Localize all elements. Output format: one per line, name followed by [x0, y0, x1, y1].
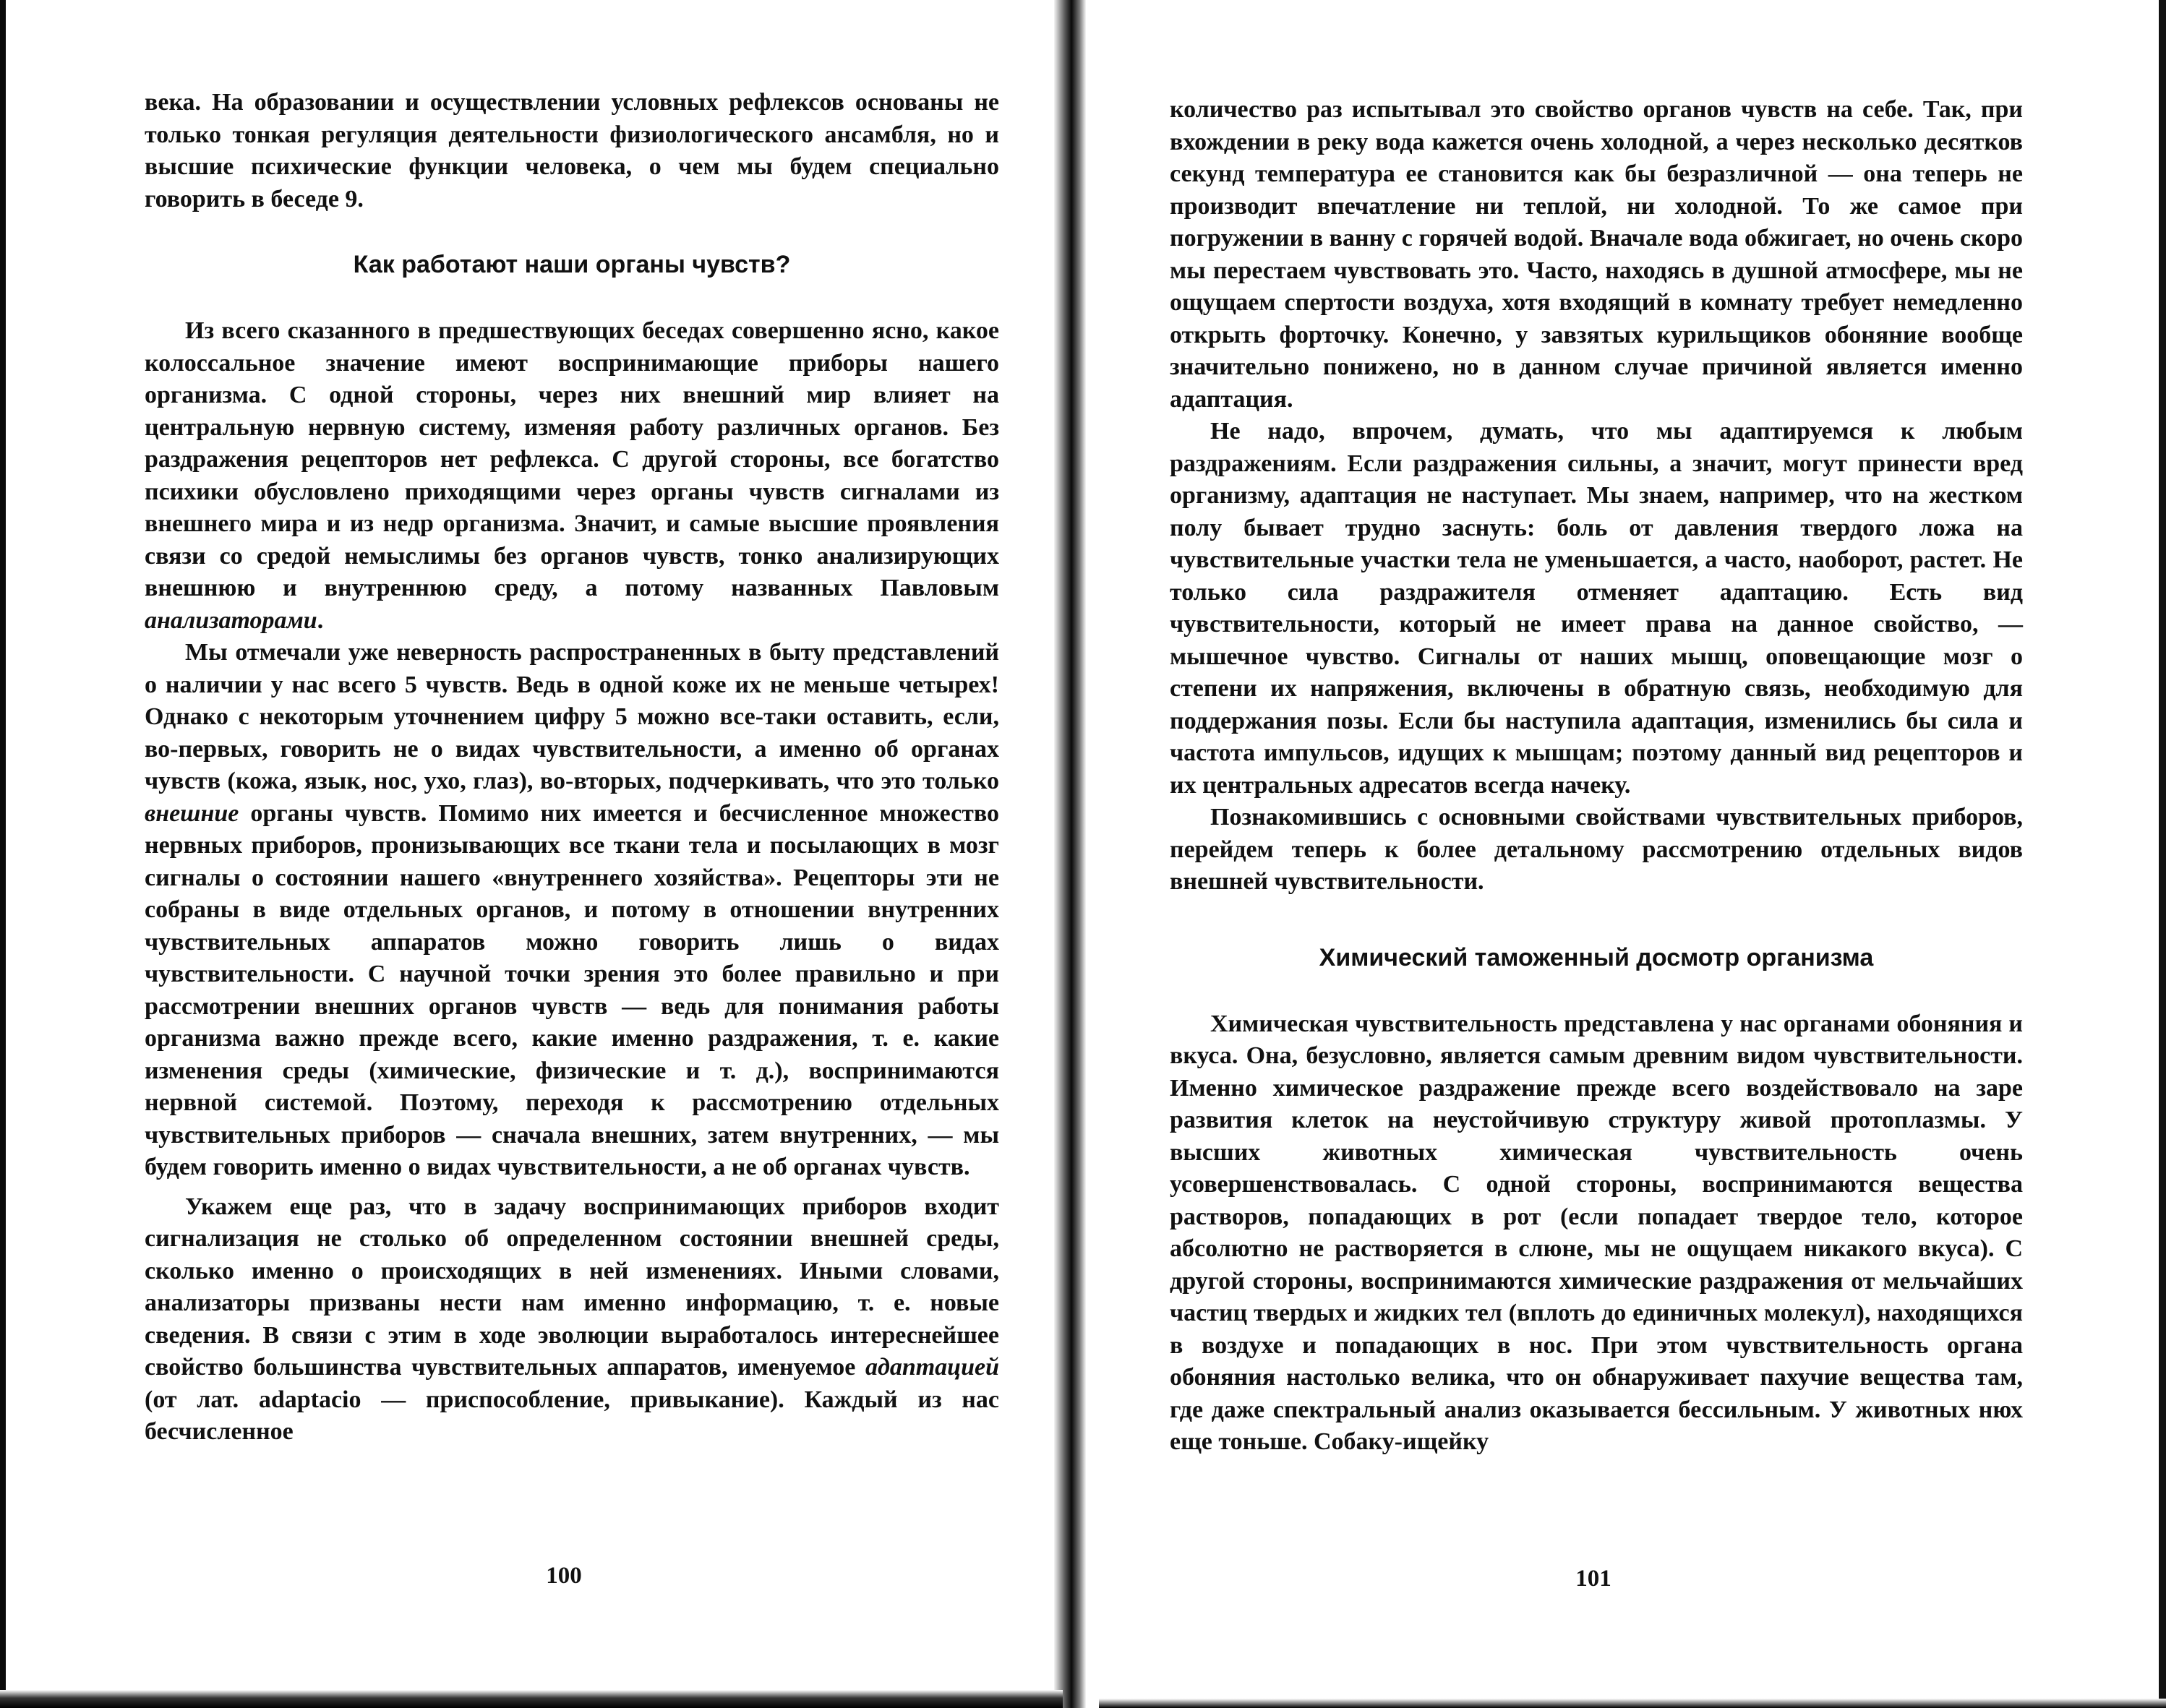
left-paragraph-1-italic: анализаторами: [145, 606, 317, 634]
left-paragraph-3-a: Укажем еще раз, что в задачу воспринимающих приборов входит сигнализация не столько об определенном состоянии внешней среды, сколько именно о происходящих в ней изменениях. Иными словами, анализаторы призваны нести нам именно информацию, т. е. новые сведения. В связи с этим в ходе эволюции выработалось интереснейшее свойство большинства чувствительных аппаратов, именуемое: [145, 1193, 999, 1381]
right-text-column: [1170, 94, 2023, 1459]
book-gutter: [1054, 0, 1086, 1708]
left-paragraph-2: [145, 637, 999, 1184]
right-paragraph-1: количество раз испытывал это свойство органов чувств на себе. Так, при вхождении в реку вода кажется очень холодной, а через несколько десятков секунд температура ее становится как бы безразличной — она теперь не производит впечатление ни теплой, ни холодной. То же самое при погружении в ванну с горячей водой. Вначале вода обжигает, но очень скоро мы перестаем чувствовать это. Часто, находясь в душной атмосфере, мы не ощущаем спертости воздуха, хотя входящий в комнату требует немедленно открыть форточку. Конечно, у завзятых курильщиков обоняние вообще значительно понижено, но в данном случае причиной является именно адаптация.: [1170, 96, 2023, 413]
left-paragraph-1-end: .: [317, 606, 324, 634]
scan-edge-left: [0, 0, 6, 1708]
left-paragraph-3-italic: адаптацией: [865, 1354, 999, 1381]
right-page-number: 101: [1575, 1566, 1611, 1592]
right-paragraph-3: Познакомившись с основными свойствами чувствительных приборов, перейдем теперь к более детальному рассмотрению отдельных видов внешней чувствительности.: [1170, 804, 2023, 895]
right-paragraph-4: Химическая чувствительность представлена у нас органами обоняния и вкуса. Она, безусловно, является самым древним видом чувствительности. Именно химическое раздражение прежде всего воздействовало на заре развития клеток на неустойчивую структуру живой протоплазмы. У высших животных химическая чувствительность очень усовершенствовалась. С одной стороны, воспринимаются вещества растворов, попадающих в рот (если попадает твердое тело, которое абсолютно не растворяется в слюне, мы не ощущаем никакого вкуса). С другой стороны, воспринимаются химические раздражения от мельчайших частиц твердых и жидких тел (вплоть до единичных молекул), находящихся в воздухе и попадающих в нос. При этом чувствительность органа обоняния настолько велика, что он обнаруживает пахучие вещества там, где даже спектральный анализ оказывается бессильным. У животных нюх еще тоньше. Собаку-ищейку: [1170, 1010, 2023, 1455]
left-intro-paragraph: века. На образовании и осуществлении условных рефлексов основаны не только тонкая регуляция деятельности физиологического ансамбля, но и высшие психические функции человека, о чем мы будем специально говорить в беседе 9.: [145, 89, 999, 213]
left-paragraph-1: [145, 315, 999, 637]
left-paragraph-1-text: Из всего сказанного в предшествующих беседах совершенно ясно, какое колоссальное значение имеют воспринимающие приборы нашего организма. С одной стороны, через них внешний мир влияет на центральную нервную систему, изменяя работу различных органов. Без раздражения рецепторов нет рефлекса. С другой стороны, все богатство психики обусловлено приходящими через органы чувств сигналами из внешнего мира и из недр организма. Значит, и самые высшие проявления связи со средой немыслимы без органов чувств, тонко анализирующих внешнюю и внутреннюю среду, а потому названных Павловым: [145, 317, 999, 601]
left-page: [0, 0, 1063, 1708]
left-page-number: 100: [546, 1563, 582, 1589]
left-paragraph-2-a: Мы отмечали уже неверность распространенных в быту представлений о наличии у нас всего 5 чувств. Ведь в одной коже их не меньше четырех! Однако с некоторым уточнением цифру 5 можно все-таки оставить, если, во-первых, говорить не о видах чувствительности, а именно об органах чувств (кожа, язык, нос, ухо, глаз), во-вторых, подчеркивать, что это только: [145, 639, 999, 794]
scan-shadow-bottom-left: [0, 1690, 1063, 1708]
right-paragraph-2: Не надо, впрочем, думать, что мы адаптируемся к любым раздражениям. Если раздражения сильны, а значит, могут принести вред организму, адаптация не наступает. Мы знаем, например, что на жестком полу бывает трудно заснуть: боль от давления твердого ложа на чувствительные участки тела не уменьшается, а часто, наоборот, растет. Не только сила раздражителя отменяет адаптацию. Есть вид чувствительности, который не имеет права на данное свойство, — мышечное чувство. Сигналы от наших мышц, оповещающие мозг о степени их напряжения, включены в обратную связь, необходимую для поддержания позы. Если бы наступила адаптация, изменились бы сила и частота импульсов, идущих к мышцам; поэтому данный вид рецепторов и их центральных адресатов всегда начеку.: [1170, 418, 2023, 799]
scan-edge-right: [2159, 0, 2166, 1708]
left-paragraph-3: [145, 1191, 999, 1449]
left-text-column: [145, 87, 999, 1449]
section-heading-chemical-inspection: Химический таможенный досмотр организма: [1319, 943, 1874, 971]
scan-shadow-bottom-right: [1099, 1699, 2166, 1708]
left-paragraph-2-b: органы чувств. Помимо них имеется и бесчисленное множество нервных приборов, пронизывающих все ткани тела и посылающих в мозг сигналы о состоянии нашего «внутреннего хозяйства». Рецепторы эти не собраны в виде отдельных органов, и потому в отношении внутренних чувствительных аппаратов можно говорить лишь о видах чувствительности. С научной точки зрения это более правильно и при рассмотрении внешних органов чувств — ведь для понимания работы организма важно прежде всего, какие именно раздражения, т. е. какие изменения среды (химические, физические и т. д.), воспринимаются нервной системой. Поэтому, переходя к рассмотрению отдельных чувствительных приборов — сначала внешних, затем внутренних, — мы будем говорить именно о видах чувствительности, а не об органах чувств.: [145, 799, 999, 1180]
section-heading-sense-organs: Как работают наши органы чувств?: [353, 251, 791, 278]
left-paragraph-3-b: (от лат. adaptacio — приспособление, привыкание). Каждый из нас бесчисленное: [145, 1386, 999, 1445]
left-paragraph-2-italic: внешние: [145, 799, 239, 827]
